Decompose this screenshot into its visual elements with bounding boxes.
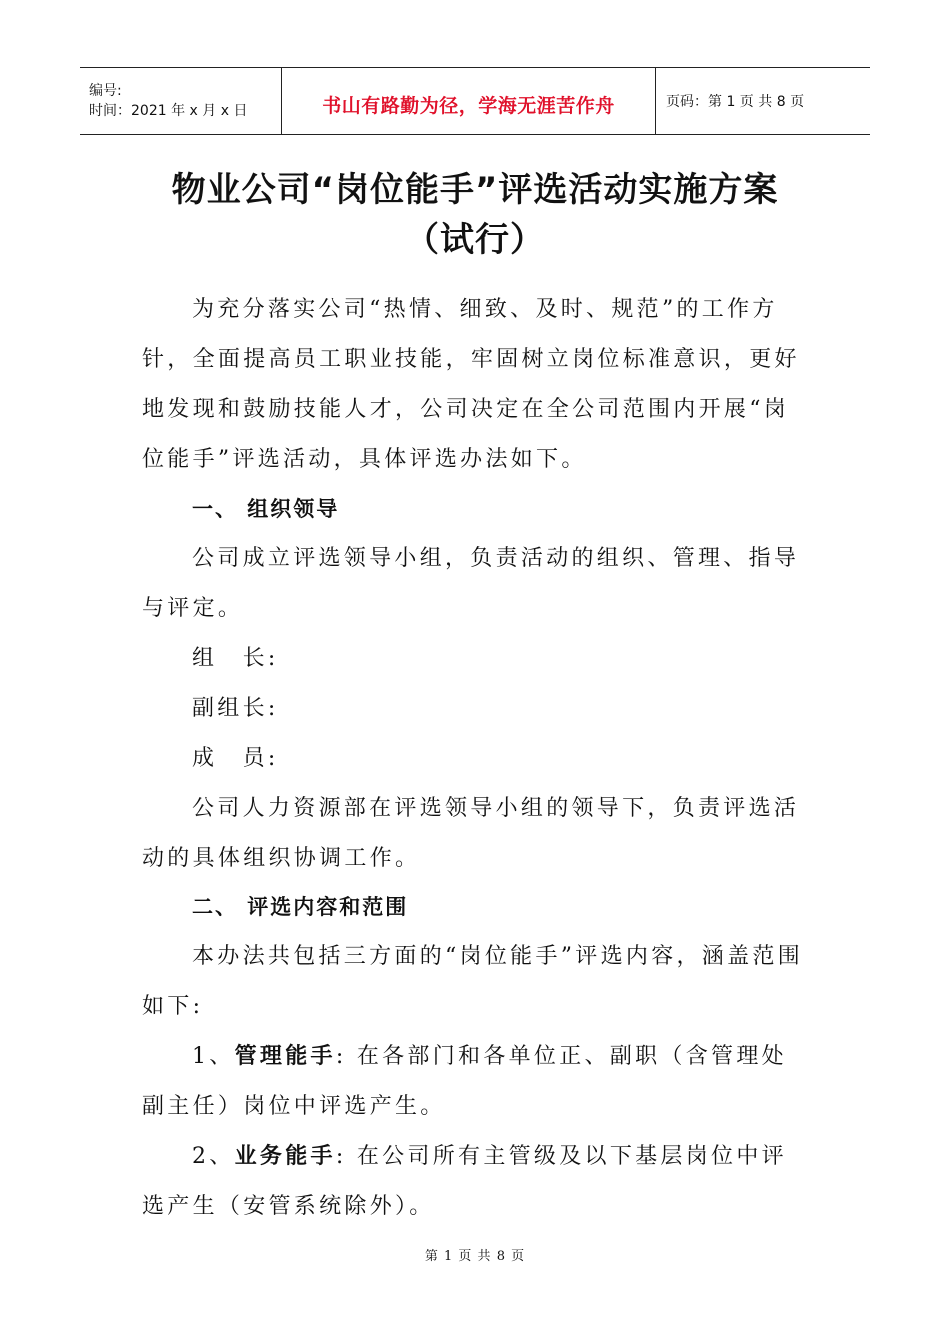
list-item-1 [142,1032,807,1132]
section1-paragraph-1: 公司成立评选领导小组，负责活动的组织、管理、指导与评定。 [142,546,800,621]
item1-text: : 在各部门和各单位正、副职（含管理处副主任）岗位中评选产生。 [142,1044,787,1119]
item2-text: : 在公司所有主管级及以下基层岗位中评选产生（安管系统除外）。 [142,1144,787,1219]
page-info: 页码：第 1 页 共 8 页 [666,94,805,110]
time-label: 时间：2021 年 x 月 x 日 [89,103,248,119]
section2-heading: 二、 评选内容和范围 [192,895,409,919]
motto: 书山有路勤为径，学海无涯苦作舟 [322,94,615,117]
document-subtitle: （试行） [405,220,545,260]
item1-label: 管理能手 [234,1044,336,1069]
item2-label: 业务能手 [234,1144,336,1169]
leader-line: 组 长: [192,646,279,671]
header-page-info [656,68,870,134]
intro-paragraph: 为充分落实公司“热情、细致、及时、规范”的工作方针，全面提高员工职业技能，牢固树立岗位标准意识，更好地发现和鼓励技能人才，公司决定在全公司范围内开展“岗位能手”评选活动，具体评选办法如下。 [142,297,800,472]
section1-paragraph-2: 公司人力资源部在评选领导小组的领导下，负责评选活动的具体组织协调工作。 [142,796,800,871]
section1-heading: 一、 组织领导 [192,497,340,521]
list-item-2 [142,1132,807,1232]
deputy-line: 副组长: [192,696,279,721]
item2-number: 2、 [192,1144,235,1169]
page-footer: 第 1 页 共 8 页 [424,1249,526,1264]
document-header [80,67,870,135]
item1-number: 1、 [192,1044,235,1069]
number-label: 编号: [89,83,122,99]
members-line: 成 员: [192,746,279,771]
section2-paragraph-1: 本办法共包括三方面的“岗位能手”评选内容，涵盖范围如下: [142,944,803,1019]
document-title: 物业公司“岗位能手”评选活动实施方案 [171,170,779,210]
header-motto-cell [281,68,656,134]
header-meta [80,68,281,134]
